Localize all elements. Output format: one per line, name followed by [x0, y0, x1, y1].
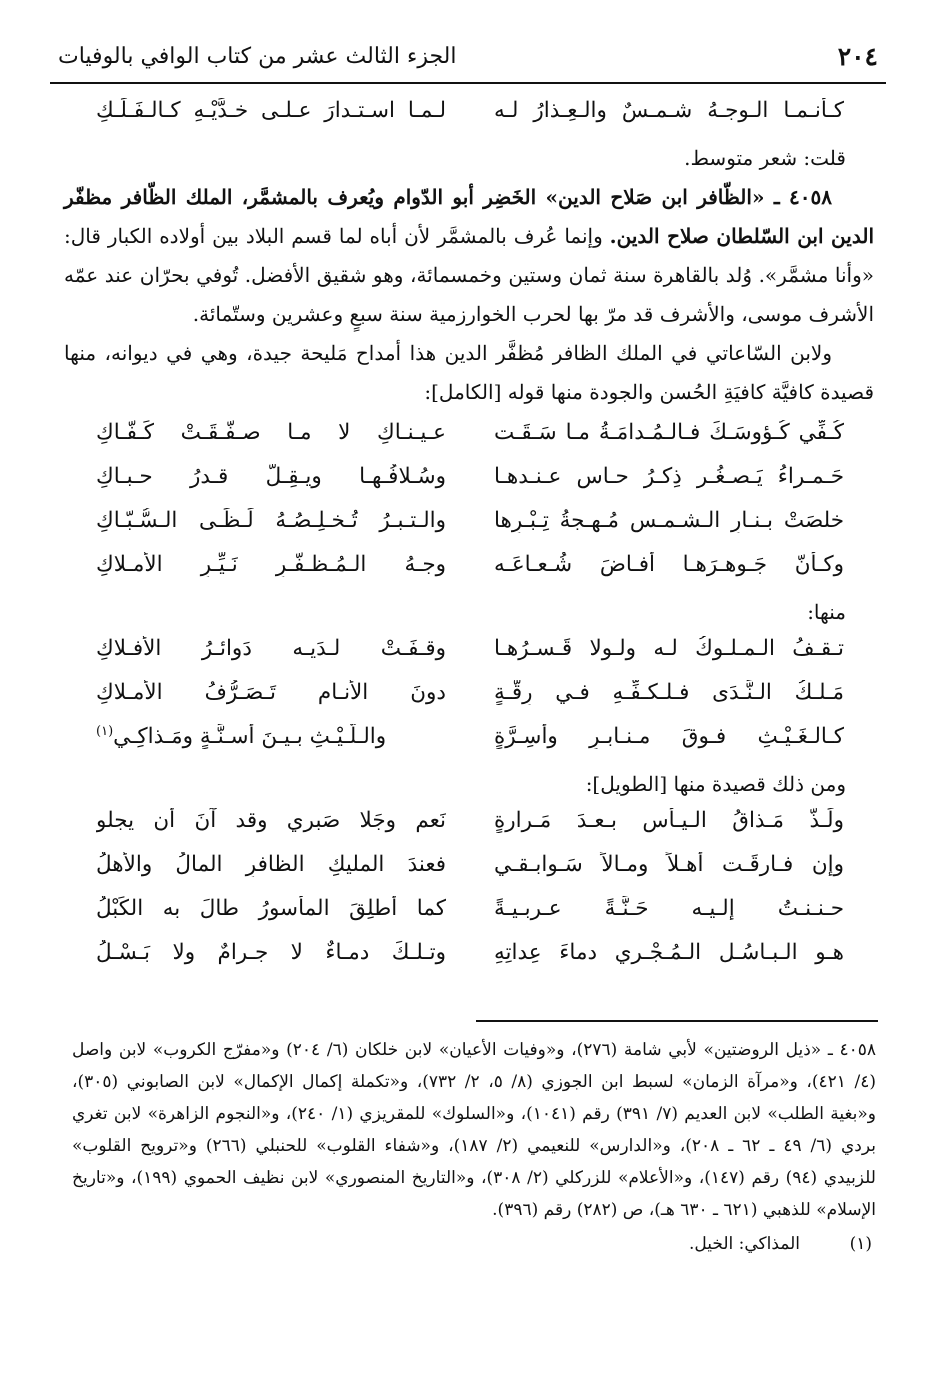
footnote-number: (١): [849, 1234, 872, 1254]
verse-second-hemistich: كما أُطلِقَ المأسورُ طالَ به الكَبْلُ: [96, 896, 446, 921]
verse-first-hemistich: وإن فـارقَـت أهـلاً ومـالاً سَـوابـقـي: [494, 852, 844, 877]
footnote-text: المذاكي: الخيل.: [688, 1234, 800, 1254]
verse-first-hemistich: حـنـنـتُ إلـيـه حَـنَّـةً عـربـيـةً: [494, 896, 844, 921]
poem-introduction: ولابن السّاعاتي في الملك الظافر مُظفَّر الدين هذا أمداح مَليحة جيدة، وهي في ديوانه، منها قصيدة كافيَّة كافيَةِ الحُسن والجودة منها قوله [الكامل]:: [64, 341, 874, 404]
verse-first-hemistich: وكـأنّ جَـوهـرَهـا أفـاضَ شُـعـاعَـه: [494, 552, 844, 577]
verse-first-hemistich: تـقـفُ الـمـلـوكُ لـه ولـولا قَـسـرُهـا: [494, 636, 844, 661]
footnote-1: [50, 1226, 886, 1262]
verse-second-hemistich: عـيـنـاكِ لا مـا صـفَّـقَـتْ كَـفّـاكِ: [96, 420, 446, 445]
verse-second-hemistich: وسُـلافُـهـا ويـقِـلُّ قـدرُ حـبـاكِ: [96, 464, 446, 489]
verse-first-hemistich: هـو الـبـاسُـل الـمُـجْـري دماءَ عِداتِهِ: [494, 940, 844, 965]
verse-second-hemistich: وجـهُ الـمُـظـفَّـرِ نَـيِّـرِ الأمـلاكِ: [96, 552, 446, 577]
verse-line: [50, 460, 886, 504]
biography-entry: [64, 178, 874, 334]
poem-tawil: [50, 804, 886, 980]
verse-first-hemistich: مَـلـكُ الـنَّـدَى فـلـكـفِّـهِ فـي رِقَّـةٍ: [494, 680, 844, 705]
verse-line: [50, 676, 886, 720]
verse-first-hemistich: حَـمـراءُ يَـصـغُـر ذِكـرُ حـاسٍ عـنـدهـا: [494, 464, 844, 489]
verse-line: [50, 548, 886, 592]
tawil-intro: ومن ذلك قصيدة منها [الطويل]:: [585, 772, 846, 796]
page-header: [50, 34, 886, 84]
page-number: ٢٠٤: [837, 42, 878, 71]
footnote-sources: ٤٠٥٨ ـ «ذيل الروضتين» لأبي شامة (٢٧٦)، و«وفيات الأعيان» لابن خلكان (٦/ ٢٠٤) و«مفرّج الكروب» لابن واصل (٤/ ٤٢١)، و«مرآة الزمان» لسبط ابن الجوزي (٨/ ٥، ٢/ ٧٣٢)، و«تكملة إكمال الإكمال» لابن الصابوني (٣٠٥)، و«بغية الطلب» لابن العديم (٧/ ٣٩١) رقم (١٠٤١)، و«السلوك» للمقريزي (١/ ٢٤٠)، و«النجوم الزاهرة» لابن تغري بردي (٦/ ٤٩ ـ ٦٢ ـ ٢٠٨)، و«الدارس» للنعيمي (٢/ ١٨٧)، و«شفاء القلوب» للحنبلي (٢٦٦) و«ترويح القلوب» للزبيدي (٩٤) رقم (١٤٧)، و«الأعلام» للزركلي (٢/ ٣٠٨)، و«التاريخ المنصوري» لابن نظيف الحموي (١٩٩)، و«تاريخ الإسلام» للذهبي (٦٢١ ـ ٦٣٠ هـ)، ص (٢٨٢) رقم (٣٩٦).: [72, 1040, 877, 1220]
verse-first-hemistich: كـالـغَـيْـثِ فـوقَ مـنـابـرٍ وأسِـرَّةٍ: [494, 724, 844, 749]
verse-line: [50, 936, 886, 980]
poem-kamil-excerpt: [50, 632, 886, 764]
verse-second-hemistich: دونَ الأنـامِ تَـصَـرُّفُ الأمـلاكِ: [96, 680, 446, 705]
verse-second-hemistich: نَعم وجَلا صَبري وقد آنَ أن يجلو: [96, 808, 446, 833]
verse-second-hemistich: [96, 724, 446, 749]
poem-kamil: [50, 416, 886, 592]
verse-second-hemistich: لـمـا اسـتـدارَ عـلـى خـدَّيْـهِ كـالـفَـلَـكِ: [96, 98, 446, 123]
footnotes-section: [50, 1034, 886, 1262]
verse-line: [50, 632, 886, 676]
verse-line: [50, 804, 886, 848]
verse-second-hemistich: والـتـبـرُ تُـخـلِـصُـهُ لَـظَـى الـسُّـبّـاكِ: [96, 508, 446, 533]
verse-second-hemistich: فعندَ المليكِ الظافرِ المالُ والأهلُ: [96, 852, 446, 877]
verse-line: [50, 416, 886, 460]
minha-label: منها:: [807, 600, 846, 624]
verse-line: [50, 94, 886, 138]
verse-first-hemistich: ولَـذَّ مَـذاقُ الـيـأسِ بـعـدَ مَـرارةٍ: [494, 808, 844, 833]
verse-line: [50, 504, 886, 548]
verse-line: [50, 892, 886, 936]
verse-first-hemistich: كُـفِّي كُـؤوسَـكَ فـالـمُـدامَـةُ مـا سَـقَـت: [494, 420, 844, 445]
comment-line: قلت: شعر متوسط.: [684, 146, 846, 170]
verse-second-hemistich: وتـلـكَ دمـاءٌ لا جـرامٌ ولا بَـسْـلُ: [96, 940, 446, 965]
running-title: الجزء الثالث عشر من كتاب الوافي بالوفيات: [58, 44, 457, 69]
verse-line: [50, 848, 886, 892]
footnote-marker: (١): [96, 724, 114, 739]
verse-first-hemistich: كـأنـمـا الـوجـهُ شـمـسٌ والـعِـذارُ لـه: [494, 98, 844, 123]
book-page: [50, 34, 886, 1344]
verse-line: [50, 720, 886, 764]
entry-text: وإنما عُرف بالمشمَّر لأن أباه لما قسم البلاد بين أولاده الكبار قال: «وأنا مشمَّر». وُلد بالقاهرة سنة ثمان وستين وخمسمائة، وهو شقيق الأفضل. تُوفي بحرّان عند عمّه الأشرف موسى، والأشرف قد مرّ بها لحرب الخوارزمية سنة سبعٍ وعشرين وستّمائة.: [64, 224, 874, 326]
verse-second-hemistich: وقـفَـتْ لـدَيـه دَوائـرُ الأفـلاكِ: [96, 636, 446, 661]
entry-heading: ٤٠٥٨ ـ «الظّافر ابن صَلاح الدين» الخَضِر أبو الدّوام ويُعرف بالمشمَّر، الملك الظّافر مظفّر الدين ابن السّلطان صلاح الدين.: [64, 185, 874, 248]
main-text: [50, 94, 886, 980]
verse-first-hemistich: خلصَتْ بـنـارِ الـشـمـسِ مُـهـجةُ تِـبْـرِها: [494, 508, 844, 533]
footnote-divider: [476, 1020, 878, 1022]
hemistich-text: والـلَّـيْـثِ بـيـنَ أسـنَّـةٍ ومَـذاكِـي: [113, 724, 387, 750]
